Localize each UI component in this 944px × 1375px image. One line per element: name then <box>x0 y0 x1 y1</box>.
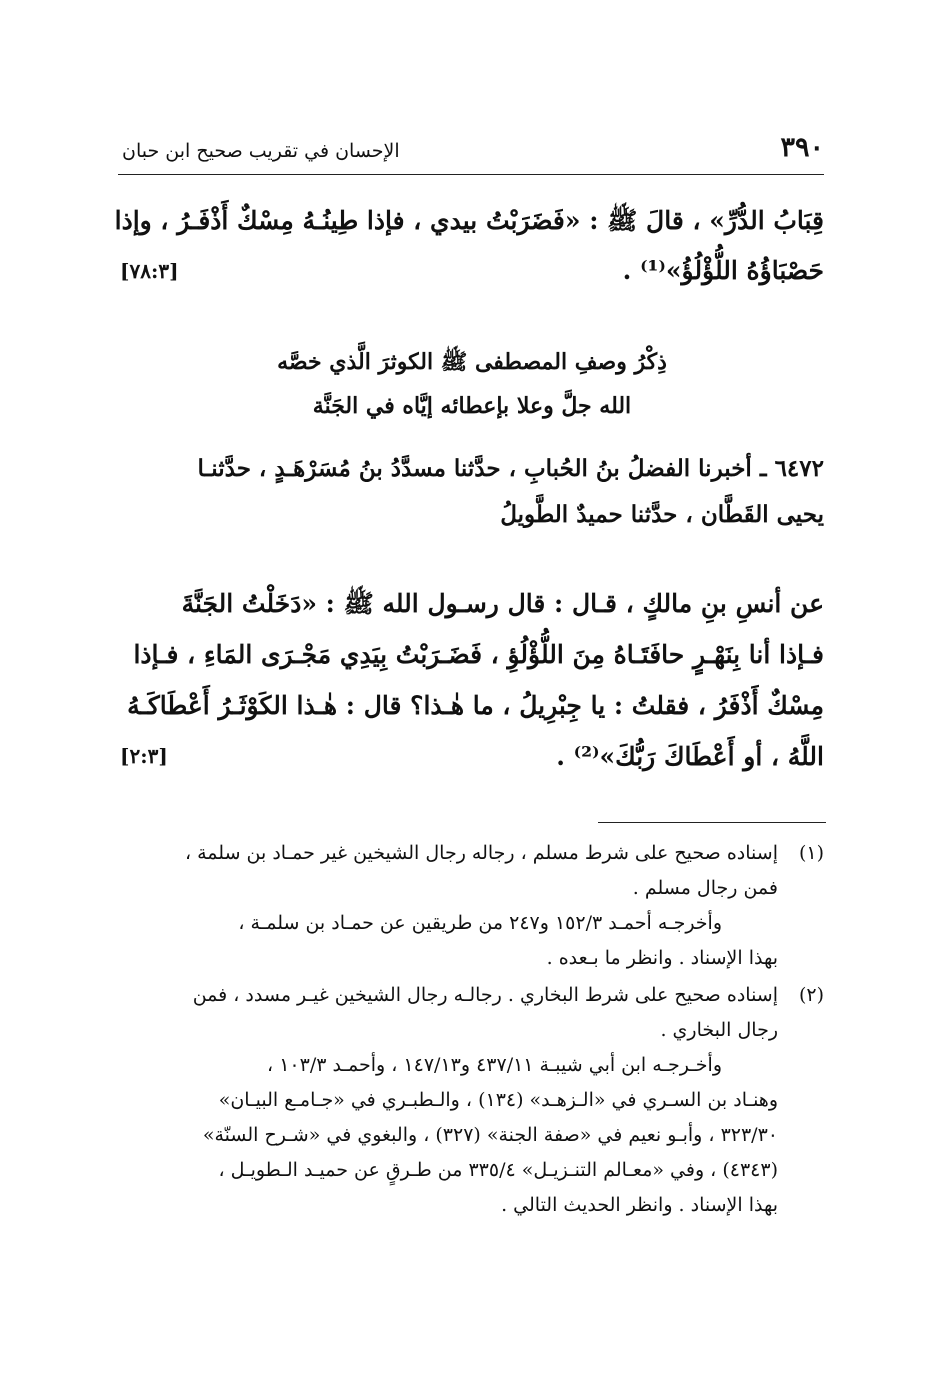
reference-marker: [٧٨:٣] <box>120 259 179 283</box>
footnote-paragraph <box>120 978 778 1048</box>
footnote-number: (٢) <box>798 984 824 1006</box>
text-line: مِسْكٌ أَذْفَرُ ، فقلتُ : يا جِبْرِيلُ ، ما هٰـذا؟ قال : هٰـذا الكَوْثَـرُ أَعْطَاكَـهُ <box>127 691 824 720</box>
text-line: ٦٤٧٢ ـ أخبرنا الفضلُ بنُ الحُبابِ ، حدَّثنا مسدَّدُ بنُ مُسَرْهَـدٍ ، حدَّثنـا <box>197 455 824 482</box>
page-number: ٣٩٠ <box>780 132 824 163</box>
footnote-line: ٣٢٣/٣٠ ، وأبـو نعيم في «صفة الجنة» (٣٢٧) ، والبغوي في «شـرح السنّة» <box>202 1124 778 1146</box>
page-header <box>118 132 824 175</box>
footnote-line: إسناده صحيح على شرط مسلم ، رجاله رجال الشيخين غير حمـاد بن سلمة ، <box>184 842 778 864</box>
footnote-line: وهنـاد بن السـري في «الـزهـد» (١٣٤) ، والـطبـري في «جـامـع البيـان» <box>218 1089 778 1111</box>
footnote-paragraph <box>120 1048 778 1223</box>
running-title: الإحسان في تقريب صحيح ابن حبان <box>122 140 400 162</box>
hadith-matn <box>120 578 824 782</box>
footnote-number: (١) <box>798 842 824 864</box>
footnote-line: بهذا الإسناد . وانظر الحديث التالي . <box>501 1194 778 1216</box>
footnote-line: وأخرجـه أحمـد ١٥٢/٣ و٢٤٧ من طريقين عن حمـاد بن سلمـة ، <box>238 912 722 934</box>
footnote-line: بهذا الإسناد . وانظر ما بـعده . <box>546 947 778 969</box>
heading-line: الله جلَّ وعلا بإعطائه إيَّاه في الجَنَّة <box>312 393 632 419</box>
text-line <box>120 246 824 296</box>
footnotes <box>120 836 824 1225</box>
footnote <box>120 978 824 1223</box>
footnote-line: (٤٣٤٣) ، وفي «معـالم التنـزيـل» ٣٣٥/٤ من طـرقٍ عن حميـد الـطويـل ، <box>218 1159 778 1181</box>
previous-hadith-ending <box>114 196 824 296</box>
text-line: فـإذا أنا بِنَهْـرٍ حافَتَـاهُ مِنَ اللُّؤْلُؤِ ، فَضَـرَبْتُ بِيَدِي مَجْـرَى المَاءِ ، فـإذا <box>133 640 824 669</box>
text-line-content: اللَّهُ ، أو أَعْطَاكَ رَبُّكَ»⁽²⁾ . <box>556 742 824 771</box>
footnote-line: وأخـرجـه ابن أبي شيبـة ٤٣٧/١١ و١٤٧/١٣ ، وأحمـد ١٠٣/٣ ، <box>267 1054 722 1076</box>
text-line <box>120 731 824 782</box>
footnote-line: فمن رجال مسلم . <box>632 877 778 899</box>
footnote <box>120 836 824 976</box>
heading-line: ذِكْرُ وصفِ المصطفى ﷺ الكوثرَ الَّذي خصَّه <box>277 349 667 375</box>
footnote-line: رجال البخاري . <box>660 1019 778 1041</box>
hadith-isnad <box>120 446 824 538</box>
text-line-content: حَصْبَاؤُهُ اللُّؤْلُؤُ»⁽¹⁾ . <box>622 256 824 285</box>
text-line: قِبَابُ الدُّرِّ» ، قالَ ﷺ : «فَضَرَبْتُ بيدي ، فإذا طِينُـهُ مِسْكٌ أَذْفَـرُ ، وإذا <box>114 206 824 235</box>
footnote-paragraph <box>120 906 778 976</box>
text-line: يحيى القَطَّان ، حدَّثنا حميدٌ الطَّويلُ <box>500 501 824 528</box>
footnote-separator <box>598 822 826 823</box>
text-line: عن أنسِ بنِ مالكٍ ، قـال : قال رسـول الله ﷺ : «دَخَلْتُ الجَنَّةَ <box>181 589 824 618</box>
footnote-paragraph <box>120 836 778 906</box>
footnote-line: إسناده صحيح على شرط البخاري . رجالـه رجال الشيخين غيـر مسدد ، فمن <box>192 984 778 1006</box>
reference-marker: [٢:٣] <box>120 744 168 768</box>
section-heading <box>120 340 824 428</box>
